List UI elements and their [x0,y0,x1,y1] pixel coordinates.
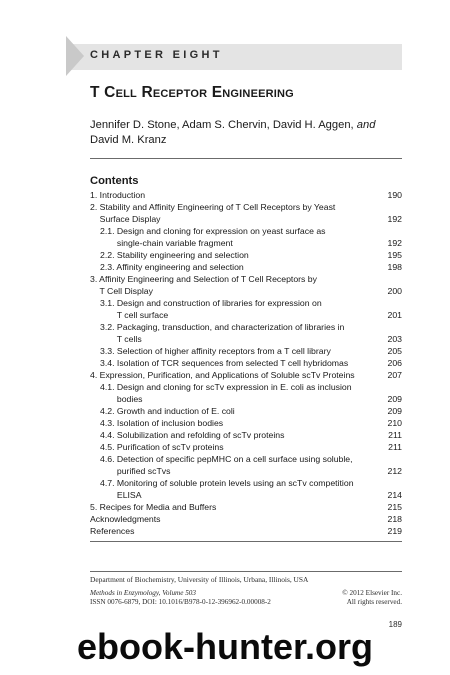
toc-entry[interactable] [90,441,402,453]
toc-entry[interactable] [90,297,402,321]
authors [90,118,410,148]
toc-entry-text: 1. Introduction [90,190,146,200]
divider [90,541,402,542]
toc-entry[interactable] [90,261,402,273]
authors-line1: Jennifer D. Stone, Adam S. Chervin, David H. Aggen, [90,119,354,131]
chapter-arrow-icon [66,36,84,76]
toc-entry-text: 4.6. Detection of specific pepMHC on a cell surface using soluble, [100,454,353,464]
divider [90,571,402,572]
toc-entry-text: 4. Expression, Purification, and Applications of Soluble scTv Proteins [90,370,355,380]
toc-entry-text: ELISA [100,490,142,500]
page-number: 189 [388,620,402,629]
toc-entry[interactable] [90,513,402,525]
affiliation: Department of Biochemistry, University of Illinois, Urbana, Illinois, USA [90,575,309,584]
toc-entry-text: 3.4. Isolation of TCR sequences from selected T cell hybridomas [100,358,349,368]
toc-page-number: 207 [387,370,402,380]
toc-page-number: 192 [387,214,402,224]
toc-entry-text: T cell surface [100,310,169,320]
toc-page-number: 211 [388,430,402,440]
toc-entry-text: 4.7. Monitoring of soluble protein levels using an scTv competition [100,478,354,488]
toc-page-number: 219 [387,526,402,536]
toc-entry-text: single-chain variable fragment [100,238,233,248]
toc-entry-text: 4.1. Design and cloning for scTv expression in E. coli as inclusion [100,382,352,392]
toc-entry[interactable] [90,477,402,501]
toc-entry[interactable] [90,405,402,417]
toc-page-number: 209 [387,406,402,416]
toc-page-number: 214 [387,490,402,500]
authors-and: and [356,119,376,131]
toc-entry-text: 4.5. Purification of scTv proteins [100,442,224,452]
chapter-title: T Cell Receptor Engineering [90,84,294,101]
toc-entry-text: 3. Affinity Engineering and Selection of T Cell Receptors by [90,274,317,284]
watermark: ebook-hunter.org [77,626,373,667]
journal-info: Methods in Enzymology, Volume 503 [90,589,196,597]
copyright: © 2012 Elsevier Inc. [342,589,402,597]
toc-entry-text: 2.1. Design and cloning for expression on yeast surface as [100,226,326,236]
toc-page-number: 210 [387,418,402,428]
toc-page-number: 212 [387,466,402,476]
toc-entry-text: Surface Display [90,214,161,224]
authors-line2: David M. Kranz [90,134,167,146]
contents-heading: Contents [90,175,139,187]
toc-entry[interactable] [90,417,402,429]
toc-entry[interactable] [90,273,402,297]
toc-entry[interactable] [90,429,402,441]
toc-page-number: 206 [387,358,402,368]
toc-entry-text: 5. Recipes for Media and Buffers [90,502,217,512]
footer [90,589,402,607]
toc-entry[interactable] [90,381,402,405]
toc-page-number: 215 [387,502,402,512]
toc-entry-text: 2.2. Stability engineering and selection [100,250,249,260]
toc-page-number: 190 [387,190,402,200]
toc-entry-text: 3.3. Selection of higher affinity receptors from a T cell library [100,346,331,356]
toc-entry-text: bodies [100,394,143,404]
toc-entry[interactable] [90,321,402,345]
toc-page-number: 203 [387,334,402,344]
toc-entry-text: purified scTvs [100,466,171,476]
toc-entry[interactable] [90,369,402,381]
toc-page-number: 218 [387,514,402,524]
toc-entry[interactable] [90,201,402,225]
toc-entry-text: 3.2. Packaging, transduction, and characterization of libraries in [100,322,345,332]
toc-entry-text: References [90,526,135,536]
toc-entry-text: 2. Stability and Affinity Engineering of T Cell Receptors by Yeast [90,202,336,212]
rights: All rights reserved. [346,598,402,606]
divider [90,158,402,159]
toc-entry[interactable] [90,345,402,357]
toc-page-number: 200 [387,286,402,296]
table-of-contents [90,189,402,537]
toc-entry[interactable] [90,525,402,537]
toc-page-number: 192 [387,238,402,248]
toc-entry[interactable] [90,189,402,201]
issn-doi: ISSN 0076-6879, DOI: 10.1016/B978-0-12-396962-0.00008-2 [90,598,271,606]
toc-entry-text: Acknowledgments [90,514,161,524]
toc-page-number: 205 [387,346,402,356]
toc-page-number: 211 [388,442,402,452]
toc-entry[interactable] [90,357,402,369]
toc-entry-text: 3.1. Design and construction of libraries for expression on [100,298,322,308]
toc-page-number: 201 [387,310,402,320]
toc-page-number: 195 [387,250,402,260]
toc-page-number: 209 [387,394,402,404]
toc-entry-text: 4.3. Isolation of inclusion bodies [100,418,224,428]
toc-entry-text: 2.3. Affinity engineering and selection [100,262,244,272]
toc-entry[interactable] [90,501,402,513]
toc-entry-text: T cells [100,334,142,344]
toc-page-number: 198 [387,262,402,272]
toc-entry[interactable] [90,453,402,477]
chapter-label: CHAPTER EIGHT [90,49,223,61]
toc-entry-text: 4.4. Solubilization and refolding of scTv proteins [100,430,285,440]
toc-entry-text: T Cell Display [90,286,153,296]
toc-entry[interactable] [90,225,402,249]
toc-entry[interactable] [90,249,402,261]
toc-entry-text: 4.2. Growth and induction of E. coli [100,406,235,416]
